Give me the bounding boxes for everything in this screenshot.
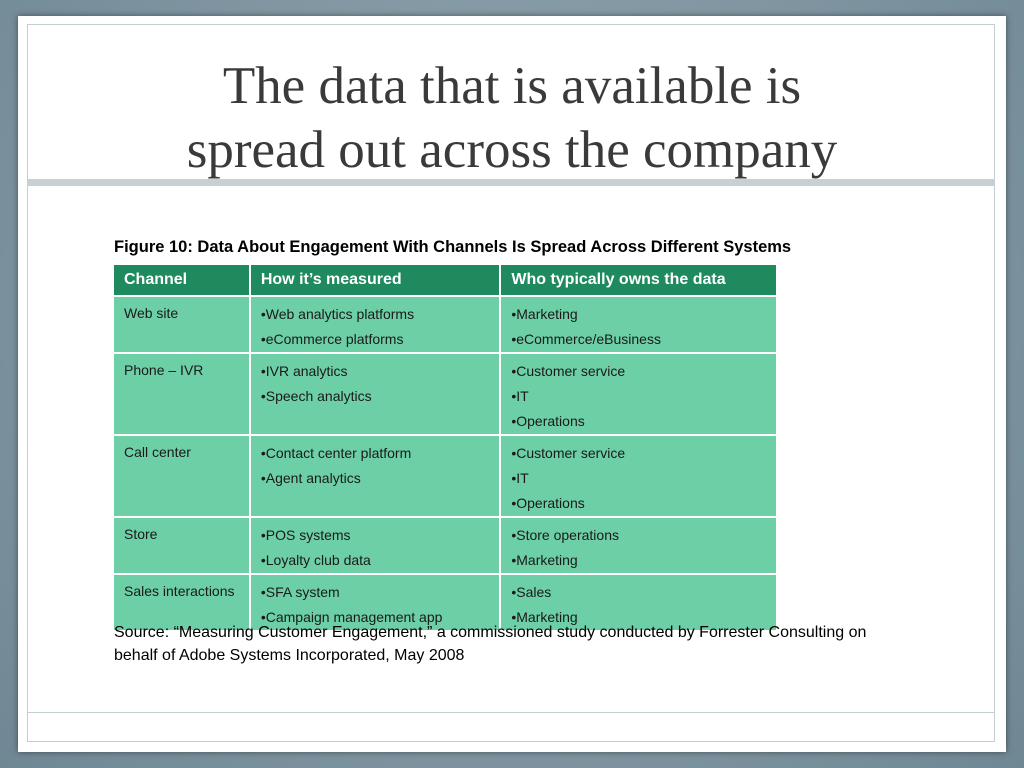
slide [18, 16, 1006, 752]
column-header-owners: Who typically owns the data [500, 265, 776, 296]
measured-cell [250, 296, 501, 353]
owner-item: •IT [511, 470, 529, 486]
owner-item: •IT [511, 388, 529, 404]
owner-item: •Marketing [511, 552, 578, 568]
owner-item: •Customer service [511, 445, 626, 461]
channel-cell: Store [114, 517, 250, 574]
figure-source: Source: “Measuring Customer Engagement,” a commissioned study conducted by Forrester Consulting on behalf of Adobe Systems Incorporated, May 2008 [114, 624, 867, 664]
measured-item: •Speech analytics [260, 388, 372, 404]
figure-title: Figure 10: Data About Engagement With Channels Is Spread Across Different Systems [114, 238, 792, 256]
owners-cell [500, 435, 776, 517]
measured-item: •Contact center platform [260, 445, 412, 461]
measured-item: •Campaign management app [260, 609, 443, 625]
measured-cell [250, 435, 501, 517]
table-header-row [114, 265, 776, 296]
owners-cell [500, 296, 776, 353]
owner-item: •Customer service [511, 363, 626, 379]
channel-cell: Call center [114, 435, 250, 517]
engagement-table [114, 265, 776, 632]
slide-title-line-1: The data that is available is [222, 57, 802, 115]
channel-cell: Web site [114, 296, 250, 353]
owner-item: •Marketing [511, 306, 578, 322]
measured-item: •POS systems [260, 527, 351, 543]
owner-item: •Store operations [511, 527, 619, 543]
table-row [114, 296, 776, 353]
measured-cell [250, 517, 501, 574]
channel-cell: Sales interactions [114, 574, 250, 631]
table-row [114, 435, 776, 517]
title-divider [27, 179, 995, 186]
measured-item: •Loyalty club data [260, 552, 371, 568]
owners-cell [500, 353, 776, 435]
owner-item: •eCommerce/eBusiness [511, 331, 661, 347]
measured-item: •SFA system [260, 584, 340, 600]
measured-item: •IVR analytics [260, 363, 348, 379]
column-header-measured: How it’s measured [250, 265, 501, 296]
measured-item: •Agent analytics [260, 470, 361, 486]
owner-item: •Operations [511, 495, 585, 511]
owner-item: •Operations [511, 413, 585, 429]
slide-title [18, 54, 1006, 182]
slide-title-line-2: spread out across the company [186, 121, 838, 179]
owner-item: •Marketing [511, 609, 578, 625]
column-header-channel: Channel [114, 265, 250, 296]
footer-divider [27, 712, 995, 713]
table-row [114, 353, 776, 435]
measured-cell [250, 353, 501, 435]
measured-item: •eCommerce platforms [260, 331, 404, 347]
channel-cell: Phone – IVR [114, 353, 250, 435]
table-row [114, 517, 776, 574]
owner-item: •Sales [511, 584, 552, 600]
measured-item: •Web analytics platforms [260, 306, 415, 322]
owners-cell [500, 517, 776, 574]
